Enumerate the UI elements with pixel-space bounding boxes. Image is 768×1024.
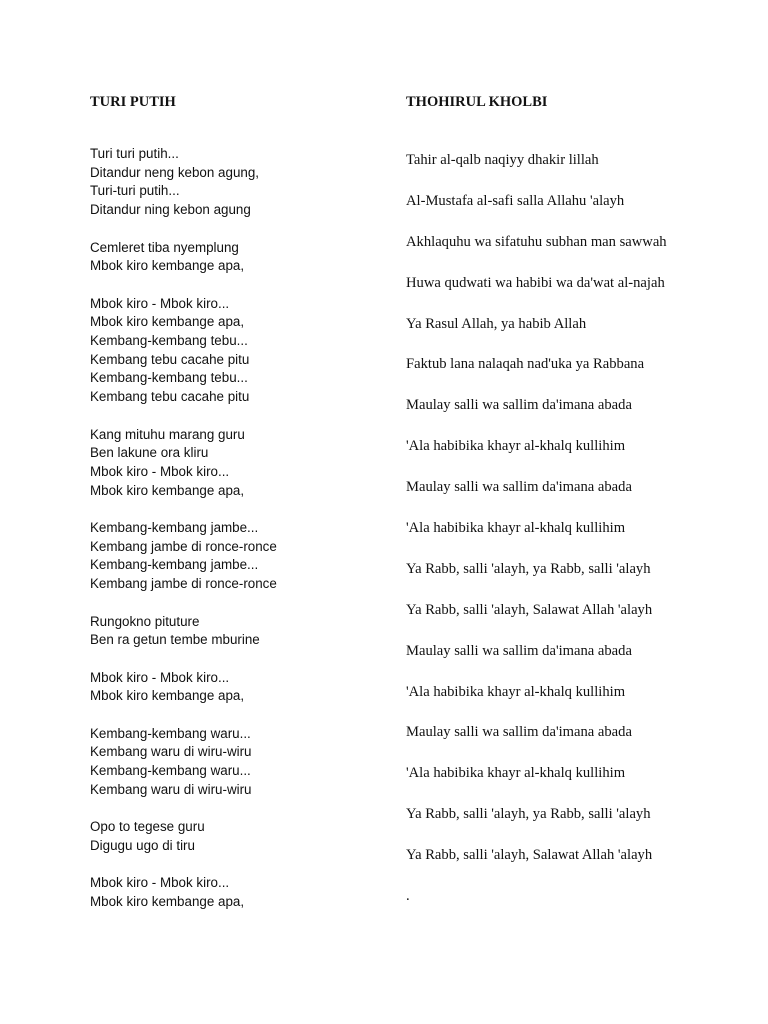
lyric-line: Kembang-kembang waru...: [90, 763, 251, 779]
lyric-line: Mbok kiro - Mbok kiro...: [90, 463, 230, 479]
lyric-stanza: [90, 295, 277, 407]
lyric-line: Maulay salli wa sallim da'imana abada: [406, 642, 632, 659]
left-song-lyrics: [90, 145, 277, 930]
lyric-line: Kembang waru di wiru-wiru: [90, 781, 252, 797]
lyric-line: Huwa qudwati wa habibi wa da'wat al-najah: [406, 274, 665, 291]
lyric-line: Kembang jambe di ronce-ronce: [90, 576, 277, 592]
lyric-stanza: [90, 519, 277, 594]
lyric-line: Digugu ugo di tiru: [90, 837, 195, 853]
lyric-line: Kang mituhu marang guru: [90, 426, 245, 442]
lyric-line: Akhlaquhu wa sifatuhu subhan man sawwah: [406, 233, 667, 250]
lyric-line: Ditandur neng kebon agung,: [90, 164, 260, 180]
lyric-stanza: [90, 145, 277, 220]
lyric-line: Maulay salli wa sallim da'imana abada: [406, 397, 632, 414]
lyric-stanza: [90, 426, 277, 501]
lyric-stanza: [90, 874, 277, 911]
lyric-line: Rungokno pituture: [90, 613, 200, 629]
lyric-line: Kembang-kembang tebu...: [90, 333, 248, 348]
lyric-line: Opo to tegese guru: [90, 819, 205, 835]
lyric-line: Ya Rabb, salli 'alayh, Salawat Allah 'alayh: [406, 601, 653, 618]
lyric-line: Kembang tebu cacahe pitu: [90, 389, 250, 405]
lyric-line: Mbok kiro kembange apa,: [90, 482, 245, 498]
lyric-line: Faktub lana nalaqah nad'uka ya Rabbana: [406, 356, 645, 373]
lyric-line: Mbok kiro - Mbok kiro...: [90, 295, 230, 311]
lyric-line: 'Ala habibika khayr al-khalq kullihim: [406, 683, 626, 700]
lyric-line: Cemleret tiba nyemplung: [90, 239, 239, 255]
lyric-line: Mbok kiro kembange apa,: [90, 258, 245, 274]
lyric-line: Ben lakune ora kliru: [90, 445, 209, 461]
lyric-line: 'Ala habibika khayr al-khalq kullihim: [406, 520, 626, 537]
lyric-line: Kembang-kembang jambe...: [90, 520, 259, 535]
lyric-line: Tahir al-qalb naqiyy dhakir lillah: [406, 152, 599, 168]
lyric-stanza: [90, 613, 277, 650]
lyric-line: .: [406, 888, 410, 905]
lyric-line: Kembang-kembang jambe...: [90, 557, 259, 573]
lyric-line: Maulay salli wa sallim da'imana abada: [406, 724, 632, 741]
lyric-line: Ya Rabb, salli 'alayh, ya Rabb, salli 'alayh: [406, 806, 651, 823]
lyric-line: Turi turi putih...: [90, 146, 179, 161]
lyric-stanza: [90, 239, 277, 276]
lyric-line: Ben ra getun tembe mburine: [90, 632, 260, 648]
lyric-line: Kembang-kembang waru...: [90, 725, 251, 741]
lyric-line: Kembang tebu cacahe pitu: [90, 351, 250, 367]
lyric-line: Mbok kiro kembange apa,: [90, 893, 245, 909]
lyric-stanza: [90, 818, 277, 855]
right-song-lyrics: [406, 150, 667, 927]
lyric-line: Maulay salli wa sallim da'imana abada: [406, 479, 632, 496]
lyric-line: Kembang jambe di ronce-ronce: [90, 538, 277, 554]
lyric-line: Al-Mustafa al-safi salla Allahu 'alayh: [406, 192, 625, 209]
lyric-stanza: [90, 669, 277, 706]
lyric-line: 'Ala habibika khayr al-khalq kullihim: [406, 438, 626, 455]
lyric-line: Kembang-kembang tebu...: [90, 370, 248, 386]
lyric-line: Mbok kiro - Mbok kiro...: [90, 669, 230, 685]
lyric-line: Ditandur ning kebon agung: [90, 202, 251, 218]
lyric-line: Kembang waru di wiru-wiru: [90, 744, 252, 760]
lyric-line: Mbok kiro - Mbok kiro...: [90, 875, 230, 891]
right-song-title: THOHIRUL KHOLBI: [406, 94, 548, 110]
left-song-title: TURI PUTIH: [90, 94, 176, 110]
lyric-line: 'Ala habibika khayr al-khalq kullihim: [406, 765, 626, 782]
lyric-line: Ya Rabb, salli 'alayh, ya Rabb, salli 'alayh: [406, 560, 651, 577]
lyric-line: Mbok kiro kembange apa,: [90, 314, 245, 330]
lyric-line: Turi-turi putih...: [90, 183, 180, 199]
lyric-line: Ya Rasul Allah, ya habib Allah: [406, 315, 587, 332]
lyric-line: Ya Rabb, salli 'alayh, Salawat Allah 'alayh: [406, 847, 653, 864]
lyric-line: Mbok kiro kembange apa,: [90, 688, 245, 704]
lyric-stanza: [90, 725, 277, 800]
